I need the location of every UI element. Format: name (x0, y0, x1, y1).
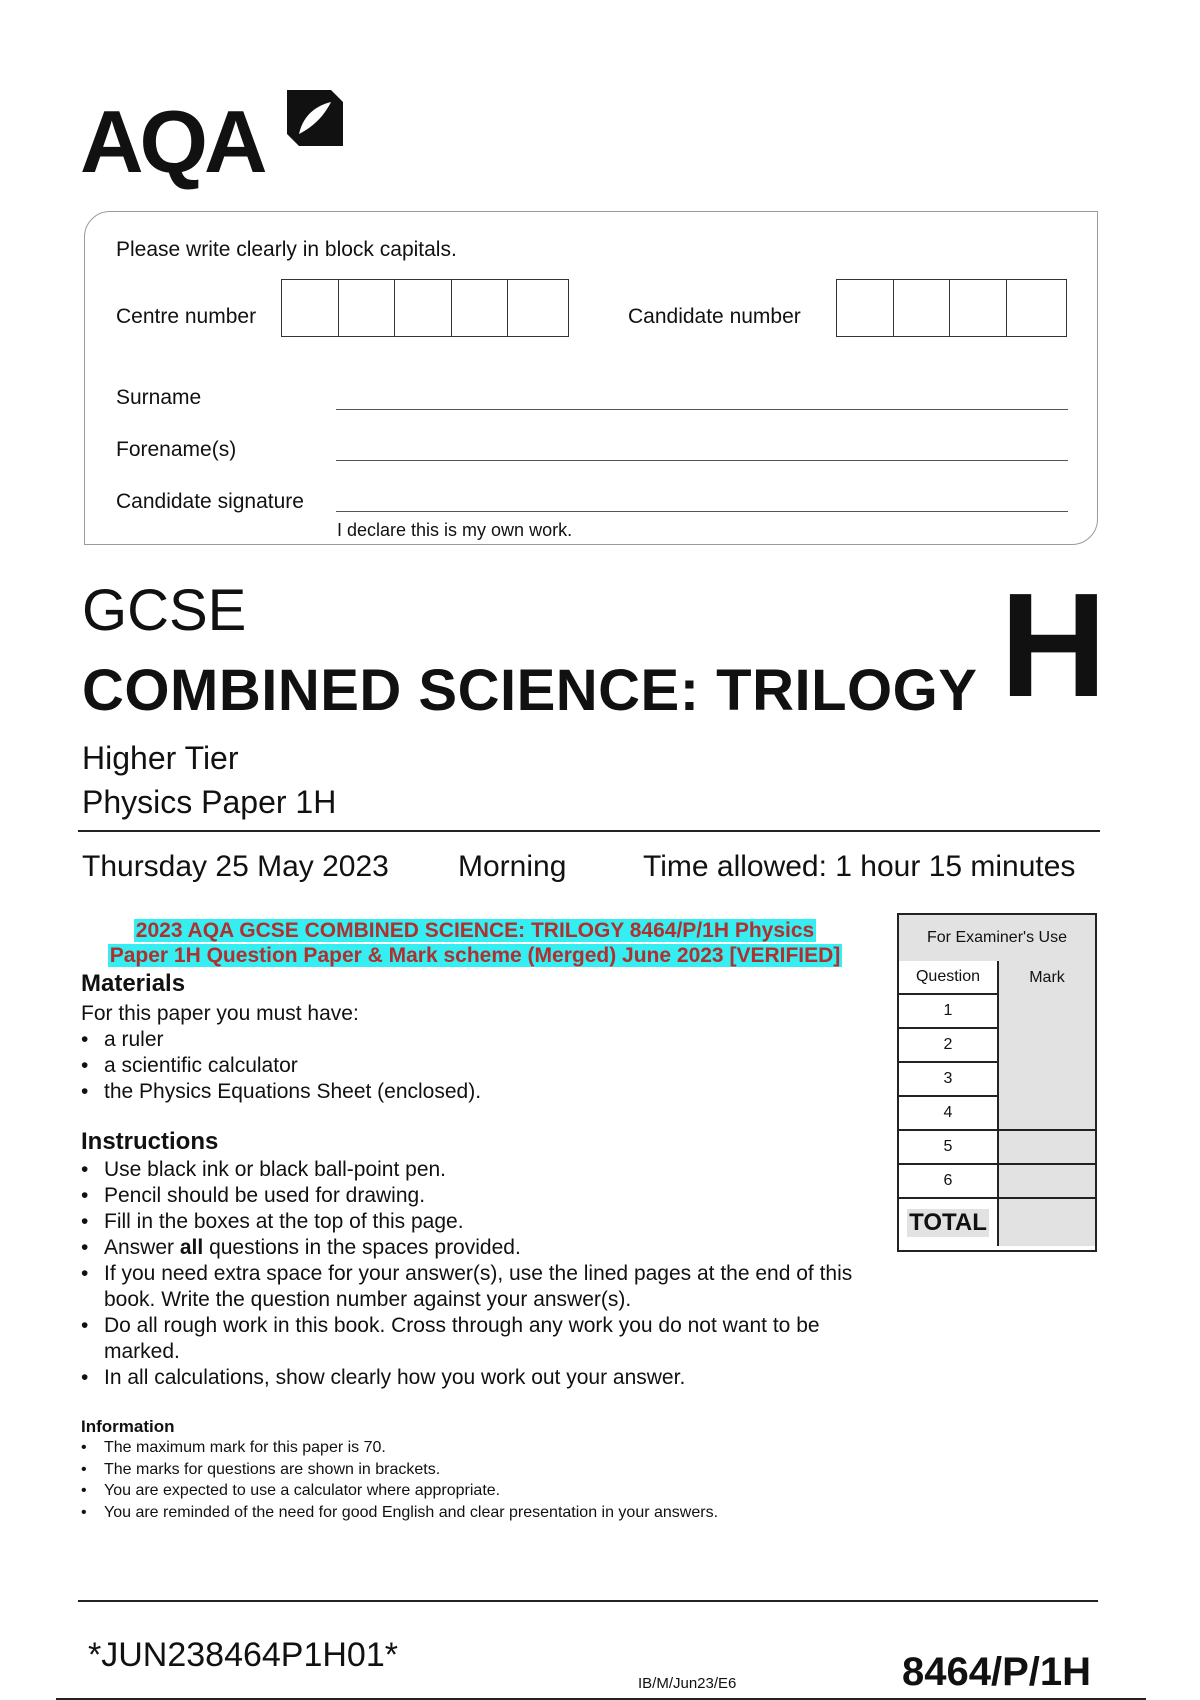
list-item: • In all calculations, show clearly how you work out your answer. (81, 1365, 881, 1391)
paper-title: Physics Paper 1H (82, 784, 337, 820)
block-capitals-instruction: Please write clearly in block capitals. (116, 238, 457, 261)
list-item: • The marks for questions are shown in brackets. (81, 1459, 881, 1481)
list-item: • Do all rough work in this book. Cross through any work you do not want to be marked. (81, 1313, 881, 1365)
list-item: • a ruler (81, 1027, 881, 1053)
materials-list (81, 1027, 881, 1105)
answer-prefix: Answer (104, 1236, 175, 1259)
instructions-list (81, 1157, 881, 1391)
banner-line-1: 2023 AQA GCSE COMBINED SCIENCE: TRILOGY 8464/P/1H Physics (135, 919, 815, 942)
digit-box[interactable] (837, 280, 894, 336)
list-item: • the Physics Equations Sheet (enclosed). (81, 1079, 881, 1105)
list-item: • Pencil should be used for drawing. (81, 1183, 881, 1209)
instructions-section (81, 1130, 881, 1391)
total-mark-cell[interactable] (999, 1199, 1095, 1246)
question-number: 1 (899, 995, 999, 1029)
declaration-text: I declare this is my own work. (337, 520, 573, 540)
centre-number-label: Centre number (116, 305, 257, 328)
qualification-title: GCSE (82, 578, 247, 643)
barcode-text: *JUN238464P1H01* (88, 1636, 398, 1674)
surname-line[interactable] (336, 409, 1068, 410)
divider (78, 830, 1100, 832)
surname-label: Surname (116, 386, 202, 409)
tier-letter: H (1000, 563, 1107, 728)
question-number: 2 (899, 1029, 999, 1063)
answer-bold: all (179, 1236, 204, 1259)
aqa-leaf-icon (285, 88, 345, 148)
digit-box[interactable] (950, 280, 1007, 336)
exam-date: Thursday 25 May 2023 (82, 850, 389, 883)
digit-box[interactable] (508, 280, 568, 336)
list-item: • You are reminded of the need for good English and clear presentation in your answers. (81, 1502, 881, 1524)
banner-line-2: Paper 1H Question Paper & Mark scheme (Merged) June 2023 [VERIFIED] (109, 944, 841, 967)
total-label: TOTAL (899, 1199, 999, 1246)
tier-title: Higher Tier (82, 740, 239, 776)
information-heading: Information (81, 1417, 175, 1436)
signature-line[interactable] (336, 511, 1068, 512)
subject-title: COMBINED SCIENCE: TRILOGY (82, 658, 978, 723)
list-item: • If you need extra space for your answer(s), use the lined pages at the end of this book. Write the question number against your answer(s). (81, 1261, 881, 1313)
materials-heading: Materials (81, 970, 186, 997)
question-number: 4 (899, 1097, 999, 1131)
question-column-header: Question (899, 961, 999, 995)
forenames-line[interactable] (336, 460, 1068, 461)
reference-code: IB/M/Jun23/E6 (638, 1675, 737, 1692)
list-item: • The maximum mark for this paper is 70. (81, 1437, 881, 1459)
aqa-logo (80, 88, 350, 191)
list-item: • a scientific calculator (81, 1053, 881, 1079)
materials-section (81, 972, 881, 1105)
question-number: 5 (899, 1131, 999, 1165)
digit-box[interactable] (452, 280, 509, 336)
information-section (81, 1417, 881, 1523)
information-list (81, 1437, 881, 1523)
digit-box[interactable] (894, 280, 951, 336)
list-item: • Fill in the boxes at the top of this page. (81, 1209, 881, 1235)
highlighted-banner (84, 918, 866, 968)
question-number: 3 (899, 1063, 999, 1097)
digit-box[interactable] (282, 280, 339, 336)
digit-box[interactable] (395, 280, 452, 336)
mark-cell[interactable] (999, 1165, 1095, 1199)
forenames-label: Forename(s) (116, 438, 237, 461)
instructions-heading: Instructions (81, 1128, 219, 1155)
digit-box[interactable] (1007, 280, 1066, 336)
mark-column-header: Mark (999, 961, 1095, 1131)
candidate-number-label: Candidate number (628, 305, 801, 328)
mark-cell[interactable] (999, 1131, 1095, 1165)
list-item (81, 1235, 881, 1261)
examiner-use-table (897, 913, 1097, 1252)
materials-intro: For this paper you must have: (81, 1002, 359, 1025)
answer-rest: questions in the spaces provided. (209, 1236, 521, 1259)
paper-code: 8464/P/1H (902, 1650, 1092, 1694)
digit-box[interactable] (339, 280, 396, 336)
footer-divider (78, 1600, 1098, 1602)
examiner-table-title: For Examiner's Use (899, 915, 1095, 963)
signature-label: Candidate signature (116, 490, 304, 513)
logo-text: AQA (80, 92, 264, 191)
centre-number-boxes[interactable] (281, 279, 569, 337)
list-item: • You are expected to use a calculator where appropriate. (81, 1480, 881, 1502)
exam-session: Morning (458, 850, 567, 883)
time-allowed: Time allowed: 1 hour 15 minutes (643, 850, 1076, 883)
question-number: 6 (899, 1165, 999, 1199)
candidate-number-boxes[interactable] (836, 279, 1067, 337)
list-item: • Use black ink or black ball-point pen. (81, 1157, 881, 1183)
